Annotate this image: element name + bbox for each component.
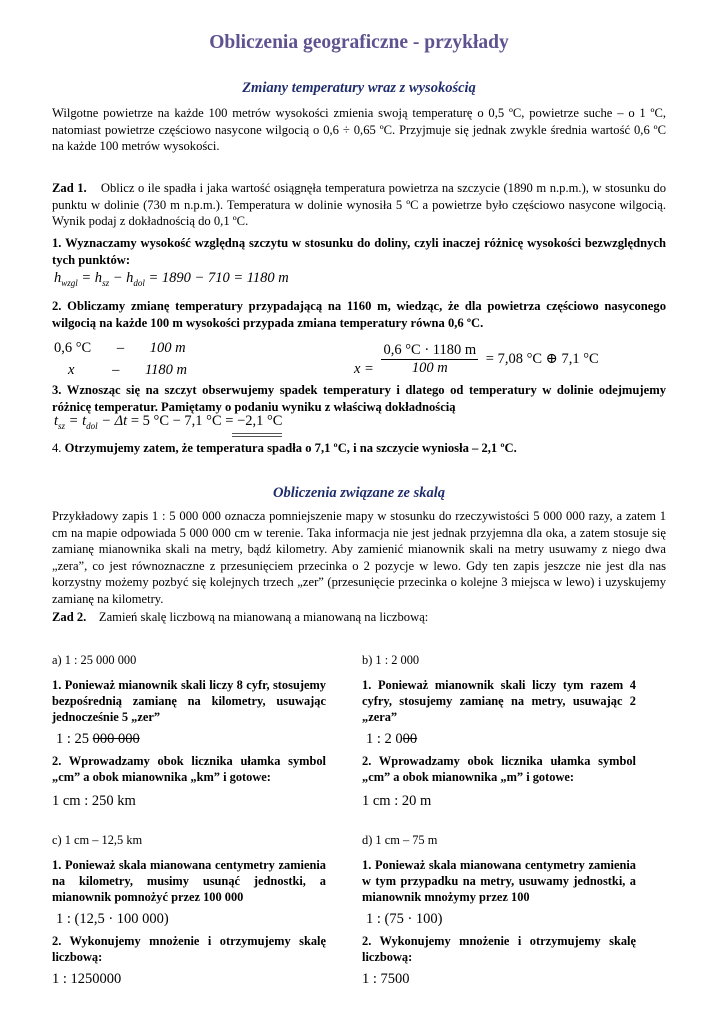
example-d-value1: 1 : (75 · 100) [366,911,443,927]
scale-intro: Przykładowy zapis 1 : 5 000 000 oznacza pomniejszenie mapy w stosunku do rzeczywistości 5 000 000 razy, a zatem 1 cm na mapie odpowiada 5 000 000 cm w terenie. Taka informacja nie jest jednak przyjemna dla oka, a zatem stosuje się zamianę mianownika skali na metry, bądź kilometry. Aby zamienić mianownik skali na metry usuwamy z niego dwa „zera”, co jest równoznaczne z przesunięciem przecinka o 2 pozycje w lewo. Gdy ten zapis jeszcze nie jest dla nas korzystny możemy pozbyć się kolejnych trzech „zer” (przesunięcie przecinka o kolejne 3 miejsca w lewo) i uzyskujemy zamianę na kilometry. [52,509,666,606]
example-c-result: 1 : 1250000 [52,971,122,987]
task1-paragraph [52,180,666,230]
example-a-value1 [56,731,326,747]
example-c-value1: 1 : (12,5 · 100 000) [56,911,169,927]
page-title: Obliczenia geograficzne - przykłady [209,32,509,53]
task1-step4 [52,440,666,457]
example-d-step2: 2. Wykonujemy mnożenie i otrzymujemy skalę liczbową: [362,934,636,964]
example-b [362,652,636,809]
example-b-value1-kept: 1 : 2 0 [366,731,403,747]
equation-summit-temperature: $t_{sz} = t_{dol} - \Delta t = 5$ °C − 7,1 °C = −2,1 °C [54,413,283,431]
example-b-label: b) 1 : 2 000 [362,653,420,667]
temperature-intro: Wilgotne powietrze na każde 100 metrów wysokości zmienia swoją temperaturę o 0,5 ºC, powietrze suche – o 1 ºC, natomiast powietrze częściowo nasycone wilgocią o 0,6 ÷ 0,65 ºC. Przyjmuje się jednak zwykle średnia wartość 0,6 ºC na każde 100 metrów wysokości. [52,106,666,154]
section-heading-temperature: Zmiany temperatury wraz z wysokością [242,80,476,96]
example-a-label: a) 1 : 25 000 000 [52,653,137,667]
example-c-step1: 1. Ponieważ skala mianowana centymetry zamienia na kilometry, musimy usunąć jednostki, a mianownik pomnożyć przez 100 000 [52,858,326,904]
fraction-result: = 7,08 °C ⊕ 7,1 °C [485,350,599,367]
example-a-value1-kept: 1 : 25 [56,731,93,747]
fraction-equation: x = $\frac{0,6 ^\circ C \cdot 1180 m}{100 m}$ = 7,08 °C ⊕ 7,1 °C [354,342,599,377]
task1-step2: 2. Obliczamy zmianę temperatury przypadającą na 1160 m, wiedząc, że dla powietrza częściowo nasyconego wilgocią na każde 100 m wysokości przypada zmiana temperatury równa 0,6 ºC. [52,299,666,330]
example-a-step1: 1. Ponieważ mianownik skali liczy 8 cyfr, stosujemy bezpośrednią zamianę na kilometry, usuwając jednocześnie 5 „zer” [52,678,326,724]
proportion-row-1: 0,6 °C – 100 m [54,340,186,356]
task2-label: Zad 2. [52,610,87,624]
example-a-result: 1 cm : 250 km [52,793,136,809]
example-a-step2: 2. Wprowadzamy obok licznika ułamka symbol „cm” a obok mianownika „km” i gotowe: [52,754,326,784]
task1-step4-text: Otrzymujemy zatem, że temperatura spadła o 7,1 ºC, i na szczycie wyniosła – 2,1 ºC. [64,441,517,455]
task1-text: Oblicz o ile spadła i jaka wartość osiągnęła temperatura powietrza na szczycie (1890 m n.p.m.), w stosunku do punktu w dolinie (730 m n.p.m.). Temperatura w dolinie wynosiła 5 ºC a powietrze było częściowo nasycone wilgocią. Wynik podaj z dokładnością do 0,1 ºC. [52,181,667,229]
proportion-d: 1180 m [144,362,187,378]
example-b-result: 1 cm : 20 m [362,793,432,809]
example-b-step1: 1. Ponieważ mianownik skali liczy tym razem 4 cyfry, stosujemy zamianę na metry, usuwając 2 „zera” [362,678,636,724]
example-d [362,832,636,987]
fraction-numerator: 0,6 °C · 1180 m [383,342,477,358]
equation-relative-height-value: = 1890 − 710 = 1180 m [148,270,289,286]
task1-label: Zad 1. [52,181,87,195]
example-a [52,652,326,809]
example-b-value1-removed: 00 [402,731,418,747]
task2-text: Zamień skalę liczbową na mianowaną a mianowaną na liczbową: [98,610,429,624]
example-d-step1: 1. Ponieważ skala mianowana centymetry zamienia w tym przypadku na metry, usuwamy jednostki, a mianownik mnożymy przez 100 [362,858,636,904]
example-c-step2: 2. Wykonujemy mnożenie i otrzymujemy skalę liczbową: [52,934,326,964]
task1-step3: 3. Wznosząc się na szczyt obserwujemy spadek temperatury i dlatego od temperatury w dolinie odejmujemy różnicę temperatur. Pamiętamy o podaniu wyniku z właściwą dokładnością [52,383,666,414]
proportion-a: 0,6 °C [54,340,92,356]
task1-step4-number: 4. [52,441,62,455]
example-c-label: c) 1 cm – 12,5 km [52,833,143,847]
task1-step1: 1. Wyznaczamy wysokość względną szczytu w stosunku do doliny, czyli inaczej różnicę wysokości bezwzględnych tych punktów: [52,236,666,267]
example-d-label: d) 1 cm – 75 m [362,833,438,847]
equation-summit-temperature-value: = 5 °C − 7,1 °C = −2,1 °C [130,413,283,429]
equation-relative-height: $h_{wzgl} = h_{sz} - h_{dol} = 1890 - 710 = 1180$ m [54,270,289,288]
example-a-value1-removed: 000 000 [92,731,140,747]
proportion-c: x [68,362,75,378]
fraction-denominator: 100 m [411,360,448,376]
example-b-step2: 2. Wprowadzamy obok licznika ułamka symbol „cm” a obok mianownika „m” i gotowe: [362,754,636,784]
example-c [52,832,326,987]
section-heading-scale: Obliczenia związane ze skalą [273,485,445,501]
example-b-value1 [366,731,636,747]
example-d-result: 1 : 7500 [362,971,410,987]
result-underline [232,433,282,437]
task2-paragraph [52,609,666,626]
proportion-row-2: x – 1180 m [68,362,187,378]
proportion-b: 100 m [149,340,186,356]
